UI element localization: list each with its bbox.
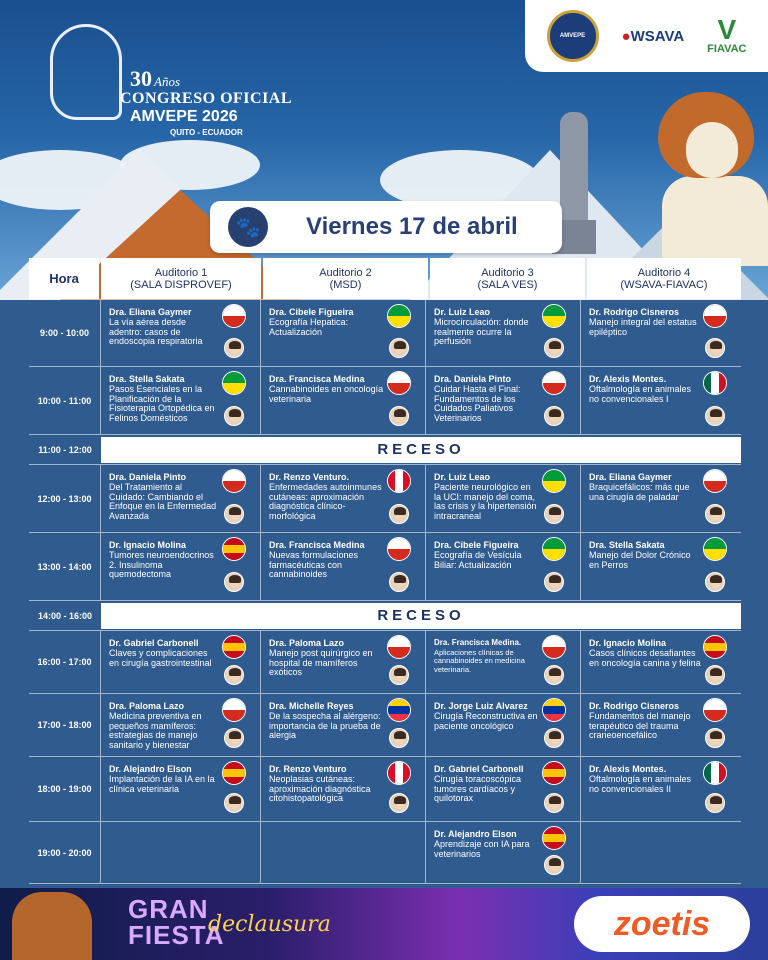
talk-topic: Ecografía de Vesícula Biliar: Actualización bbox=[434, 550, 522, 570]
talk-topic: Fundamentos del manejo terapéutico del trauma craneoencefálico bbox=[589, 711, 691, 741]
partner-logos bbox=[525, 0, 768, 72]
congress-title: CONGRESO OFICIAL bbox=[120, 90, 293, 107]
speaker-avatar bbox=[224, 728, 244, 748]
session-cell bbox=[426, 367, 581, 434]
talk-topic: Paciente neurológico en la UCI: manejo del coma, las crisis y la hipertensión intracraneal bbox=[434, 482, 537, 521]
speaker-name: Dr. Luiz Leao bbox=[434, 472, 491, 482]
session-cell bbox=[101, 757, 261, 821]
recess-row bbox=[29, 601, 741, 631]
speaker-avatar bbox=[389, 406, 409, 426]
speaker-name: Dra. Cibele Figueira bbox=[269, 307, 354, 317]
talk-topic: Neoplasias cutáneas: aproximación diagnóstica citohistopatológica bbox=[269, 774, 371, 804]
talk-topic: Cannabinoides en oncología veterinaria bbox=[269, 384, 384, 404]
zoetis-logo: zoetis bbox=[574, 896, 750, 952]
speaker-avatar bbox=[224, 665, 244, 685]
schedule-row bbox=[29, 367, 741, 435]
recess-label: RECESO bbox=[101, 603, 741, 629]
spain-flag-icon bbox=[542, 761, 566, 785]
session-cell bbox=[581, 757, 741, 821]
spain-flag-icon bbox=[542, 826, 566, 850]
anniversary-number: 30 bbox=[130, 66, 152, 91]
talk-topic: Implantación de la IA en la clínica veterinaria bbox=[109, 774, 215, 794]
talk-topic: Braquicefálicos: más que una cirugía de paladar bbox=[589, 482, 690, 502]
fiavac-logo: V FIAVAC bbox=[707, 14, 747, 55]
speaker-name: Dr. Alexis Montes. bbox=[589, 764, 667, 774]
speaker-name: Dra. Eliana Gaymer bbox=[109, 307, 192, 317]
talk-topic: Enfermedades autoinmunes cutáneas: aproximación diagnóstica clínico-morfológica bbox=[269, 482, 382, 521]
closing-party-banner bbox=[0, 888, 768, 960]
talk-topic: Cuidar Hasta el Final: Fundamentos de los Cuidados Paliativos Veterinarios bbox=[434, 384, 521, 423]
time-slot: 12:00 - 13:00 bbox=[29, 465, 101, 532]
speaker-avatar bbox=[224, 793, 244, 813]
schedule-row bbox=[29, 299, 741, 367]
speaker-name: Dr. Gabriel Carbonell bbox=[109, 638, 199, 648]
speaker-avatar bbox=[544, 338, 564, 358]
speaker-avatar bbox=[705, 572, 725, 592]
speaker-avatar bbox=[389, 793, 409, 813]
chile-flag-icon bbox=[703, 698, 727, 722]
speaker-avatar bbox=[389, 665, 409, 685]
brazil-flag-icon bbox=[222, 371, 246, 395]
schedule-row bbox=[29, 694, 741, 757]
session-cell bbox=[426, 465, 581, 532]
congress-logo bbox=[50, 20, 293, 140]
schedule-table bbox=[29, 258, 741, 884]
talk-topic: Tumores neuroendocrinos 2. Insulinoma quemodectoma bbox=[109, 550, 214, 580]
talk-topic: Claves y complicaciones en cirugía gastrointestinal bbox=[109, 648, 212, 668]
brazil-flag-icon bbox=[542, 537, 566, 561]
talk-topic: Pasos Esenciales en la Planificación de la Fisioterapia Ortopédica en Felinos Domésticos bbox=[109, 384, 215, 423]
talk-topic: Manejo integral del estatus epiléptico bbox=[589, 317, 697, 337]
schedule-header-row bbox=[29, 258, 741, 299]
header-auditorio-3: Auditorio 3 (SALA VES) bbox=[430, 258, 585, 299]
recess-label: RECESO bbox=[101, 437, 741, 463]
talk-topic: Nuevas formulaciones farmacéuticas con cannabinoides bbox=[269, 550, 359, 580]
session-cell bbox=[581, 367, 741, 434]
speaker-avatar bbox=[544, 728, 564, 748]
chile-flag-icon bbox=[387, 371, 411, 395]
session-cell bbox=[426, 299, 581, 366]
speaker-avatar bbox=[224, 572, 244, 592]
schedule-row bbox=[29, 757, 741, 822]
header-auditorio-2: Auditorio 2 (MSD) bbox=[263, 258, 428, 299]
empty-cell bbox=[581, 822, 741, 883]
congress-name: AMVEPE 2026 bbox=[130, 108, 238, 125]
day-title-pill bbox=[210, 201, 562, 253]
recess-time: 11:00 - 12:00 bbox=[38, 444, 92, 455]
session-cell bbox=[426, 757, 581, 821]
schedule-row bbox=[29, 822, 741, 884]
speaker-avatar bbox=[705, 728, 725, 748]
speaker-avatar bbox=[224, 406, 244, 426]
wsava-logo: ●WSAVA bbox=[621, 27, 685, 45]
talk-topic: Medicina preventiva en pequeños mamíferos: estrategias de manejo sanitario y bienestar bbox=[109, 711, 202, 750]
speaker-avatar bbox=[544, 406, 564, 426]
talk-topic: Oftalmología en animales no convencionales II bbox=[589, 774, 692, 794]
speaker-avatar bbox=[544, 665, 564, 685]
speaker-avatar bbox=[705, 665, 725, 685]
talk-topic: Cirugía toracoscópica tumores cardíacos y quilotorax bbox=[434, 774, 522, 804]
speaker-name: Dra. Paloma Lazo bbox=[269, 638, 345, 648]
time-slot: 10:00 - 11:00 bbox=[29, 367, 101, 434]
spain-flag-icon bbox=[222, 537, 246, 561]
speaker-avatar bbox=[544, 572, 564, 592]
brazil-flag-icon bbox=[542, 304, 566, 328]
amvepe-seal-logo: AMVEPE bbox=[547, 10, 599, 62]
speaker-name: Dr. Alexis Montes. bbox=[589, 374, 667, 384]
talk-topic: Microcirculación: donde realmente ocurre la perfusión bbox=[434, 317, 529, 347]
speaker-name: Dr. Alejandro Elson bbox=[434, 829, 517, 839]
speaker-name: Dr. Ignacio Molina bbox=[109, 540, 187, 550]
talk-topic: Aplicaciones clínicas de cannabinoides en medicina veterinaria. bbox=[434, 648, 525, 674]
talk-topic: De la sospecha al alérgeno: importancia de la prueba de alergia bbox=[269, 711, 381, 741]
dog-mascot-illustration bbox=[12, 892, 92, 960]
chile-flag-icon bbox=[703, 469, 727, 493]
speaker-name: Dr. Rodrigo Cisneros bbox=[589, 307, 680, 317]
speaker-avatar bbox=[544, 855, 564, 875]
brazil-flag-icon bbox=[387, 304, 411, 328]
session-cell bbox=[261, 367, 426, 434]
speaker-avatar bbox=[544, 793, 564, 813]
schedule-row bbox=[29, 533, 741, 601]
speaker-name: Dr. Alejandro Elson bbox=[109, 764, 192, 774]
session-cell bbox=[581, 533, 741, 600]
speaker-name: Dra. Cibele Figueira bbox=[434, 540, 519, 550]
speaker-name: Dra. Daniela Pinto bbox=[434, 374, 512, 384]
talk-topic: Ecografía Hepatica: Actualización bbox=[269, 317, 349, 337]
speaker-avatar bbox=[389, 504, 409, 524]
session-cell bbox=[101, 694, 261, 756]
time-slot: 16:00 - 17:00 bbox=[29, 631, 101, 693]
chile-flag-icon bbox=[222, 469, 246, 493]
session-cell bbox=[581, 694, 741, 756]
speaker-avatar bbox=[389, 338, 409, 358]
speaker-name: Dra. Francisca Medina bbox=[269, 540, 365, 550]
session-cell bbox=[261, 533, 426, 600]
chile-flag-icon bbox=[387, 635, 411, 659]
header-hora: Hora bbox=[29, 258, 99, 299]
speaker-name: Dr. Luiz Leao bbox=[434, 307, 491, 317]
paw-icon: 🐾 bbox=[228, 207, 268, 247]
chile-flag-icon bbox=[387, 537, 411, 561]
speaker-name: Dr. Renzo Venturo. bbox=[269, 472, 350, 482]
talk-topic: Cirugía Reconstructiva en paciente oncológico bbox=[434, 711, 538, 731]
talk-topic: Manejo post quirúrgico en hospital de mamíferos exóticos bbox=[269, 648, 373, 678]
speaker-name: Dra. Daniela Pinto bbox=[109, 472, 187, 482]
talk-topic: Manejo del Dolor Crónico en Perros bbox=[589, 550, 691, 570]
gran-text: GRAN bbox=[128, 894, 209, 924]
session-cell bbox=[426, 533, 581, 600]
session-cell bbox=[581, 465, 741, 532]
time-slot: 18:00 - 19:00 bbox=[29, 757, 101, 821]
session-cell bbox=[261, 694, 426, 756]
brazil-flag-icon bbox=[703, 537, 727, 561]
session-cell bbox=[101, 367, 261, 434]
empty-cell bbox=[101, 822, 261, 883]
spain-flag-icon bbox=[703, 635, 727, 659]
spain-flag-icon bbox=[222, 635, 246, 659]
clausura-text: declausura bbox=[208, 912, 331, 937]
speaker-name: Dr. Gabriel Carbonell bbox=[434, 764, 524, 774]
recess-row bbox=[29, 435, 741, 465]
ecuador-flag-icon bbox=[387, 698, 411, 722]
session-cell bbox=[426, 822, 581, 883]
chile-flag-icon bbox=[703, 304, 727, 328]
talk-topic: Casos clínicos desafiantes en oncología canina y felina bbox=[589, 648, 701, 668]
chile-flag-icon bbox=[542, 635, 566, 659]
congress-location: QUITO - ECUADOR bbox=[170, 128, 243, 137]
session-cell bbox=[581, 631, 741, 693]
speaker-name: Dr. Jorge Luiz Alvarez bbox=[434, 701, 528, 711]
speaker-avatar bbox=[224, 504, 244, 524]
session-cell bbox=[261, 299, 426, 366]
speaker-avatar bbox=[544, 504, 564, 524]
speaker-name: Dra. Eliana Gaymer bbox=[589, 472, 672, 482]
session-cell bbox=[426, 694, 581, 756]
day-title: Viernes 17 de abril bbox=[306, 213, 518, 240]
speaker-name: Dra. Michelle Reyes bbox=[269, 701, 354, 711]
talk-topic: Aprendizaje con IA para veterinarios bbox=[434, 839, 530, 859]
session-cell bbox=[426, 631, 581, 693]
fiesta-text: FIESTA bbox=[128, 920, 225, 950]
session-cell bbox=[261, 631, 426, 693]
speaker-avatar bbox=[389, 728, 409, 748]
time-slot: 19:00 - 20:00 bbox=[29, 822, 101, 883]
empty-cell bbox=[261, 822, 426, 883]
speaker-avatar bbox=[705, 504, 725, 524]
session-cell bbox=[101, 533, 261, 600]
session-cell bbox=[261, 757, 426, 821]
session-cell bbox=[261, 465, 426, 532]
speaker-name: Dr. Renzo Venturo bbox=[269, 764, 347, 774]
time-slot: 13:00 - 14:00 bbox=[29, 533, 101, 600]
talk-topic: La vía aérea desde adentro: casos de endoscopia respiratoria bbox=[109, 317, 203, 347]
time-slot: 9:00 - 10:00 bbox=[29, 299, 101, 366]
session-cell bbox=[101, 631, 261, 693]
speaker-name: Dra. Francisca Medina bbox=[269, 374, 365, 384]
talk-topic: Oftalmología en animales no convencionales I bbox=[589, 384, 692, 404]
mexico-flag-icon bbox=[703, 371, 727, 395]
speaker-avatar bbox=[705, 338, 725, 358]
header-auditorio-1: Auditorio 1 (SALA DISPROVEF) bbox=[101, 258, 261, 299]
speaker-name: Dr. Ignacio Molina bbox=[589, 638, 667, 648]
schedule-row bbox=[29, 631, 741, 694]
speaker-avatar bbox=[224, 338, 244, 358]
chile-flag-icon bbox=[542, 371, 566, 395]
peru-flag-icon bbox=[387, 469, 411, 493]
talk-topic: Del Tratamiento al Cuidado: Cambiando el Enfoque en la Enfermedad Avanzada bbox=[109, 482, 217, 521]
speaker-name: Dra. Paloma Lazo bbox=[109, 701, 185, 711]
speaker-avatar bbox=[705, 406, 725, 426]
anniversary-word: Años bbox=[154, 74, 180, 89]
session-cell bbox=[101, 465, 261, 532]
schedule-row bbox=[29, 465, 741, 533]
dog-logo-icon bbox=[50, 24, 122, 120]
speaker-name: Dra. Francisca Medina. bbox=[434, 638, 522, 647]
chile-flag-icon bbox=[222, 698, 246, 722]
session-cell bbox=[581, 299, 741, 366]
speaker-avatar bbox=[705, 793, 725, 813]
ecuador-flag-icon bbox=[542, 698, 566, 722]
session-cell bbox=[101, 299, 261, 366]
time-slot: 17:00 - 18:00 bbox=[29, 694, 101, 756]
speaker-name: Dr. Rodrigo Cisneros bbox=[589, 701, 680, 711]
chile-flag-icon bbox=[222, 304, 246, 328]
mexico-flag-icon bbox=[703, 761, 727, 785]
speaker-name: Dra. Stella Sakata bbox=[109, 374, 185, 384]
spain-flag-icon bbox=[222, 761, 246, 785]
dog-mascot-illustration bbox=[642, 82, 768, 262]
speaker-avatar bbox=[389, 572, 409, 592]
peru-flag-icon bbox=[387, 761, 411, 785]
brazil-flag-icon bbox=[542, 469, 566, 493]
recess-time: 14:00 - 16:00 bbox=[37, 610, 93, 621]
speaker-name: Dra. Stella Sakata bbox=[589, 540, 665, 550]
header-auditorio-4: Auditorio 4 (WSAVA-FIAVAC) bbox=[587, 258, 741, 299]
